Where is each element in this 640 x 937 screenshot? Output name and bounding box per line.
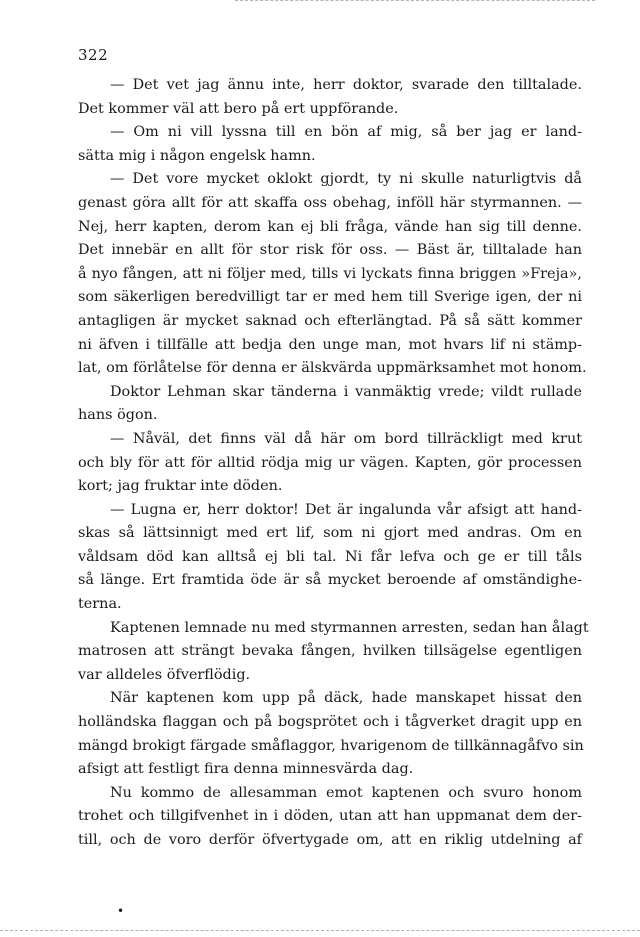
top-edge-rule <box>235 0 595 2</box>
text-line: matrosen att strängt bevaka fången, hvilken tillsägelse egentligen <box>78 643 582 660</box>
text-line: — Det vore mycket oklokt gjordt, ty ni skulle naturligtvis då <box>110 171 582 188</box>
text-line: — Lugna er, herr doktor! Det är ingalunda vår afsigt att hand- <box>110 501 582 518</box>
stray-ink-mark: • <box>117 904 125 918</box>
text-line: — Det vet jag ännu inte, herr doktor, svarade den tilltalade. <box>110 77 582 93</box>
text-line: lat, om förlåtelse för denna er älskvärda uppmärksamhet mot honom. <box>78 360 587 377</box>
bottom-edge-rule <box>0 930 640 932</box>
text-line: Nu kommo de allesamman emot kaptenen och svuro honom <box>110 784 582 801</box>
text-line: genast göra allt för att skaffa oss obehag, inföll här styrmannen. — <box>78 194 582 211</box>
text-line: mängd brokigt färgade småflaggor, hvarigenom de tillkännagåfvo sin <box>78 737 584 754</box>
text-line: och bly för att för alltid rödja mig ur vägen. Kapten, gör processen <box>78 454 582 471</box>
text-line: å nyo fången, att ni följer med, tills vi lyckats finna briggen »Freja», <box>78 265 582 282</box>
text-line: Nej, herr kapten, derom kan ej bli fråga, vände han sig till denne. <box>78 218 582 235</box>
text-line: antagligen är mycket saknad och efterlängtad. På så sätt kommer <box>78 312 582 329</box>
text-line: sätta mig i någon engelsk hamn. <box>78 147 316 164</box>
text-line: afsigt att festligt fira denna minnesvärda dag. <box>78 761 414 778</box>
text-line: — Om ni vill lyssna till en bön af mig, så ber jag er land- <box>110 124 582 141</box>
text-line: kort; jag fruktar inte döden. <box>78 478 283 495</box>
text-line: När kaptenen kom upp på däck, hade manskapet hissat den <box>110 690 582 707</box>
text-line: — Nåväl, det finns väl då här om bord tillräckligt med krut <box>110 430 582 447</box>
text-line: ni äfven i tillfälle att bedja den unge man, mot hvars lif ni stämp- <box>78 336 582 353</box>
page-number: 322 <box>78 46 109 64</box>
text-line: skas så lättsinnigt med ert lif, som ni gjort med andras. Om en <box>78 525 582 542</box>
text-line: våldsam död kan alltså ej bli tal. Ni får lefva och ge er till tåls <box>78 548 582 565</box>
body-text <box>78 74 589 853</box>
text-line: Det kommer väl att bero på ert uppförande. <box>78 100 399 117</box>
text-line: trohet och tillgifvenhet in i döden, utan att han uppmanat dem der- <box>78 808 582 825</box>
text-line: Det innebär en allt för stor risk för oss. — Bäst är, tilltalade han <box>78 242 582 259</box>
text-line: så länge. Ert framtida öde är så mycket beroende af omständighe- <box>78 572 582 589</box>
text-line: Doktor Lehman skar tänderna i vanmäktig vrede; vildt rullade <box>110 383 582 400</box>
text-line: hans ögon. <box>78 407 158 424</box>
text-line: till, och de voro derför öfvertygade om, att en riklig utdelning af <box>78 832 582 848</box>
text-line: holländska flaggan och på bogsprötet och i tågverket dragit upp en <box>78 714 582 731</box>
text-line: som säkerligen beredvilligt tar er med hem till Sverige igen, der ni <box>78 289 582 306</box>
text-line: terna. <box>78 596 122 613</box>
text-line: Kaptenen lemnade nu med styrmannen arresten, sedan han ålagt <box>110 619 589 636</box>
text-line: var alldeles öfverflödig. <box>78 666 251 683</box>
